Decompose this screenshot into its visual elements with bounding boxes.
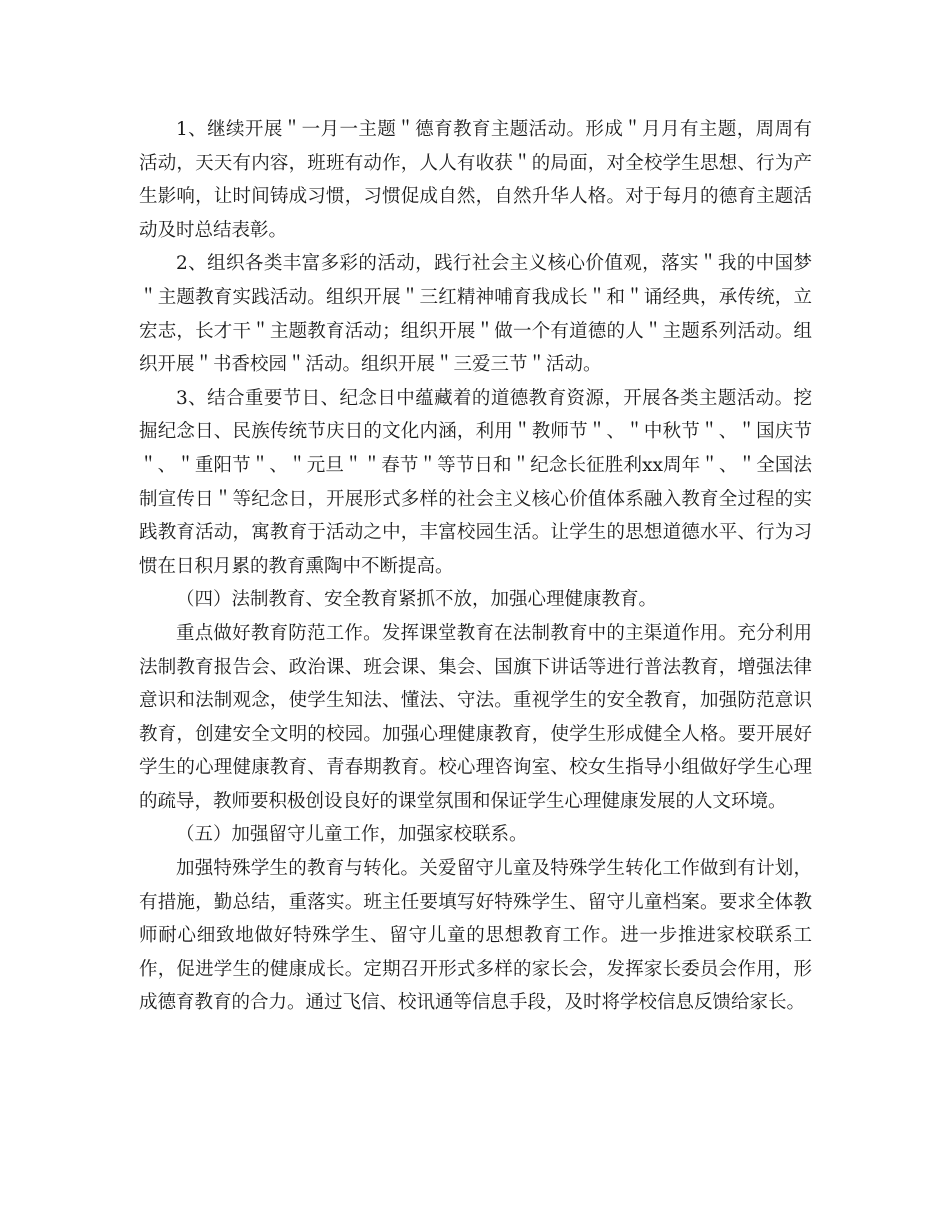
paragraph-special-students: 加强特殊学生的教育与转化。关爱留守儿童及特殊学生转化工作做到有计划，有措施，勤总结，重落实。班主任要填写好特殊学生、留守儿童档案。要求全体教师耐心细致地做好特殊学生、留守儿童的思想教育工作。进一步推进家校联系工作，促进学生的健康成长。定期召开形式多样的家长会，发挥家长委员会作用，形成德育教育的合力。通过飞信、校讯通等信息手段，及时将学校信息反馈给家长。 xyxy=(139,858,812,1014)
section-heading-left-behind-children: （五）加强留守儿童工作，加强家校联系。 xyxy=(176,824,528,846)
section-heading-legal-safety: （四）法制教育、安全教育紧抓不放，加强心理健康教育。 xyxy=(176,589,658,611)
paragraph-legal-safety: 重点做好教育防范工作。发挥课堂教育在法制教育中的主渠道作用。充分利用法制教育报告会、政治课、班会课、集会、国旗下讲话等进行普法教育，增强法律意识和法制观念，使学生知法、懂法、守法。重视学生的安全教育，加强防范意识教育，创建安全文明的校园。加强心理健康教育，使学生形成健全人格。要开展好学生的心理健康教育、青春期教育。校心理咨询室、校女生指导小组做好学生心理的疏导，教师要积极创设良好的课堂氛围和保证学生心理健康发展的人文环境。 xyxy=(139,622,812,812)
paragraph-festival-activities: 3、结合重要节日、纪念日中蕴藏着的道德教育资源，开展各类主题活动。挖掘纪念日、民族传统节庆日的文化内涵，利用＂教师节＂、＂中秋节＂、＂国庆节＂、＂重阳节＂、＂元旦＂＂春节＂等节日和＂纪念长征胜利xx周年＂、＂全国法制宣传日＂等纪念日，开展形式多样的社会主义核心价值体系融入教育全过程的实践教育活动，寓教育于活动之中，丰富校园生活。让学生的思想道德水平、行为习惯在日积月累的教育熏陶中不断提高。 xyxy=(139,387,812,577)
paragraph-rich-activities: 2、组织各类丰富多彩的活动，践行社会主义核心价值观，落实＂我的中国梦＂主题教育实践活动。组织开展＂三红精神哺育我成长＂和＂诵经典，承传统，立宏志，长才干＂主题教育活动；组织开展＂做一个有道德的人＂主题系列活动。组织开展＂书香校园＂活动。组织开展＂三爱三节＂活动。 xyxy=(139,253,812,376)
document-body xyxy=(139,113,812,1020)
paragraph-activity-theme: 1、继续开展＂一月一主题＂德育教育主题活动。形成＂月月有主题，周周有活动，天天有内容，班班有动作，人人有收获＂的局面，对全校学生思想、行为产生影响，让时间铸成习惯，习惯促成自然，自然升华人格。对于每月的德育主题活动及时总结表彰。 xyxy=(139,119,812,241)
